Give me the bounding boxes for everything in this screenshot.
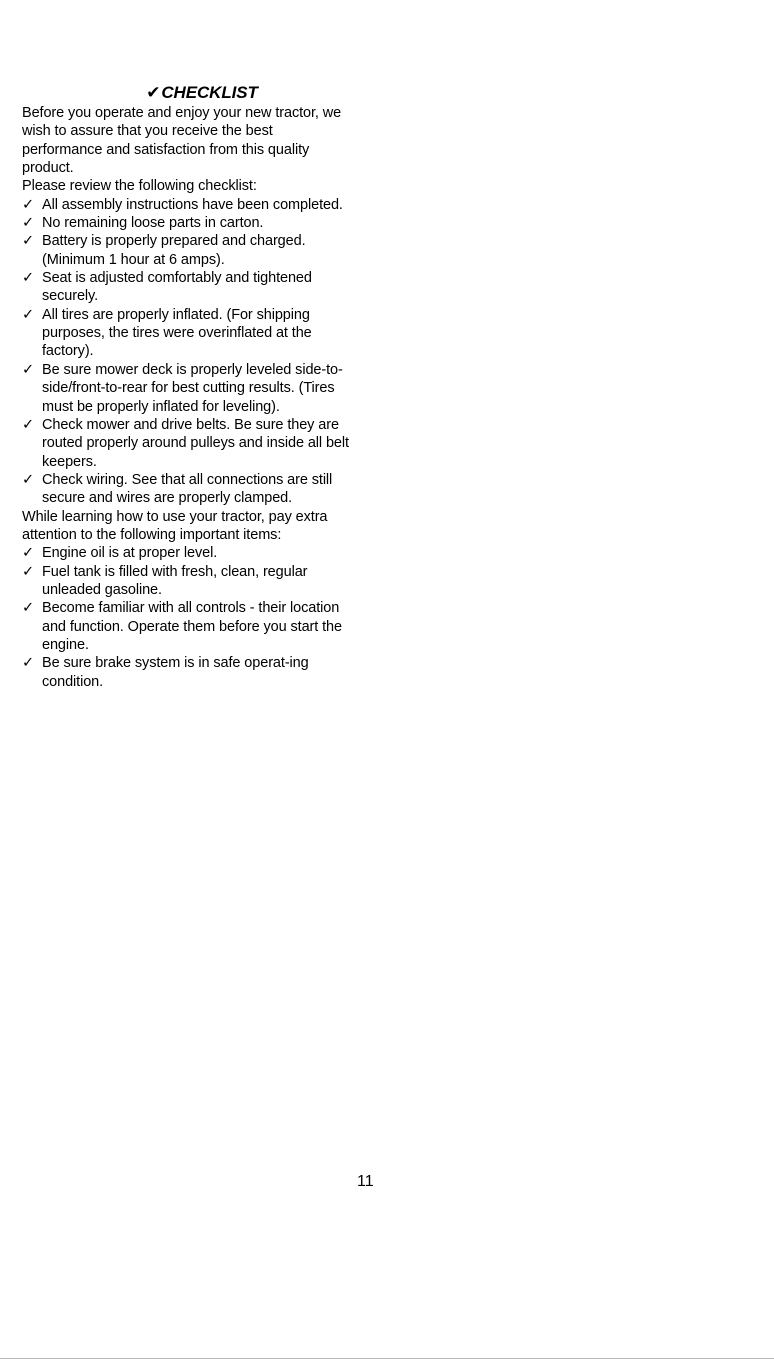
list-item: [22, 544, 352, 562]
list-item-text: Fuel tank is filled with fresh, clean, regular unleaded gasoline.: [42, 563, 308, 598]
list-item-text: Seat is adjusted comfortably and tightened securely.: [42, 270, 312, 305]
list-item-text: Become familiar with all controls - their location and function. Operate them before you start the engine.: [42, 600, 342, 653]
list-item-text: Check wiring. See that all connections are still secure and wires are properly clamped.: [42, 471, 333, 507]
checklist-title: [22, 82, 352, 104]
check-icon: ✓: [22, 306, 35, 323]
list-item: [22, 196, 352, 214]
check-icon: ✓: [22, 471, 35, 488]
check-icon: ✓: [22, 215, 35, 232]
checklist-column: [22, 82, 352, 691]
check-icon: ✓: [22, 361, 35, 378]
check-icon: ✓: [22, 545, 35, 562]
list-item: [22, 269, 352, 306]
list-item: [22, 306, 352, 361]
intro-paragraph: Before you operate and enjoy your new tractor, we wish to assure that you receive the best performance and satisfaction from this quality product.: [22, 105, 342, 177]
list-item-text: Battery is properly prepared and charged.(Minimum 1 hour at 6 amps).: [42, 233, 306, 268]
checkmark-icon: ✔: [146, 83, 161, 102]
list-item: [22, 599, 352, 654]
list-item-text: All assembly instructions have been completed.: [42, 196, 343, 213]
check-icon: ✓: [22, 600, 35, 617]
checklist-list: [22, 196, 352, 508]
list-item: [22, 214, 352, 232]
bottom-edge-line: [0, 1358, 774, 1359]
list-item: [22, 232, 352, 269]
list-item: [22, 563, 352, 600]
list-item-text: Engine oil is at proper level.: [42, 545, 218, 562]
list-item-text: Be sure brake system is in safe operat-ing condition.: [42, 655, 309, 690]
checklist-title-text: CHECKLIST: [161, 83, 258, 102]
list-item: [22, 654, 352, 691]
learning-intro: While learning how to use your tractor, pay extra attention to the following important items:: [22, 508, 328, 543]
list-item: [22, 361, 352, 416]
list-item-text: No remaining loose parts in carton.: [42, 215, 264, 232]
list-item: [22, 416, 352, 471]
list-item-text: Be sure mower deck is properly leveled side-to-side/front-to-rear for best cutting results. (Tires must be properly inflated for leveling).: [42, 361, 343, 415]
check-icon: ✓: [22, 655, 35, 672]
check-icon: ✓: [22, 416, 35, 433]
list-item-text: Check mower and drive belts. Be sure they are routed properly around pulleys and inside all belt keepers.: [42, 416, 349, 470]
page-number: 11: [357, 1173, 374, 1190]
check-icon: ✓: [22, 270, 35, 287]
list-item: [22, 471, 352, 508]
check-icon: ✓: [22, 563, 35, 580]
list-item-text: All tires are properly inflated. (For shipping purposes, the tires were overinflated at the factory).: [42, 306, 312, 360]
learning-list: [22, 544, 352, 691]
check-icon: ✓: [22, 196, 35, 213]
review-prompt: Please review the following checklist:: [22, 178, 257, 195]
check-icon: ✓: [22, 233, 35, 250]
